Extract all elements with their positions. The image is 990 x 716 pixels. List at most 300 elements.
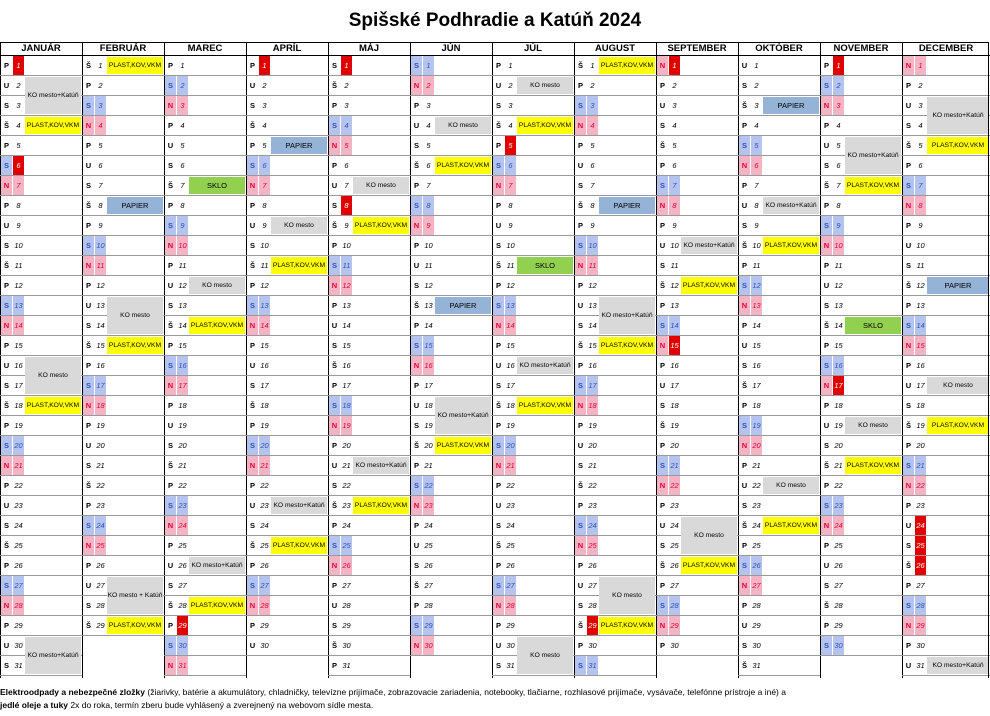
weekday-letter: U <box>659 101 666 110</box>
waste-collection-label: KO mesto <box>271 217 327 234</box>
day-number: 10 <box>670 241 679 250</box>
day-number: 8 <box>262 201 267 210</box>
waste-collection-label: SKLO <box>517 257 573 274</box>
weekday-letter: N <box>657 56 668 75</box>
day-number: 18 <box>14 401 23 410</box>
day-number: 17 <box>260 381 269 390</box>
day-number: 14 <box>505 316 516 335</box>
day-number: 28 <box>505 596 516 615</box>
waste-collection-label: KO mesto <box>517 637 573 674</box>
weekday-letter: Š <box>823 601 829 610</box>
waste-collection-label: PLAST,KOV,VKM <box>107 337 163 354</box>
day-number: 12 <box>834 281 843 290</box>
weekday-letter: U <box>167 421 174 430</box>
day-number: 24 <box>342 521 351 530</box>
weekday-letter: N <box>575 256 586 275</box>
weekday-letter: U <box>249 81 256 90</box>
weekday-letter: S <box>1 156 12 175</box>
day-number: 19 <box>260 421 269 430</box>
day-number: 23 <box>260 501 269 510</box>
weekday-letter: S <box>659 541 665 550</box>
weekday-letter: N <box>411 496 422 515</box>
day-number: 3 <box>95 96 106 115</box>
weekday-letter: S <box>413 281 419 290</box>
day-number: 19 <box>588 421 597 430</box>
weekday-letter: P <box>249 281 255 290</box>
weekday-letter: P <box>331 301 337 310</box>
weekday-letter: U <box>413 261 420 270</box>
weekday-letter: S <box>165 356 176 375</box>
weekday-letter: U <box>167 561 174 570</box>
waste-collection-label: PLAST,KOV,VKM <box>845 177 901 194</box>
day-number: 11 <box>916 261 925 270</box>
day-number: 16 <box>752 361 761 370</box>
weekday-letter: Š <box>905 141 911 150</box>
weekday-letter: S <box>247 436 258 455</box>
weekday-letter: P <box>577 501 583 510</box>
weekday-letter: S <box>575 516 586 535</box>
waste-collection-label: KO mesto <box>435 117 491 134</box>
day-number: 15 <box>178 341 187 350</box>
weekday-letter: U <box>3 641 10 650</box>
waste-collection-label: KO mesto+Katúň <box>927 657 989 674</box>
waste-collection-label: KO mesto <box>107 297 163 334</box>
day-number: 18 <box>834 401 843 410</box>
weekday-letter: P <box>495 341 501 350</box>
day-number: 30 <box>506 641 515 650</box>
day-number: 17 <box>506 381 515 390</box>
day-number: 18 <box>670 401 679 410</box>
day-number: 21 <box>834 461 843 470</box>
day-number: 25 <box>670 541 679 550</box>
weekday-letter: P <box>659 501 665 510</box>
weekday-letter: Š <box>331 641 337 650</box>
weekday-letter: Š <box>249 541 255 550</box>
day-number: 12 <box>14 281 23 290</box>
day-number: 6 <box>344 161 349 170</box>
day-number: 19 <box>14 421 23 430</box>
weekday-letter: P <box>495 481 501 490</box>
day-number: 25 <box>424 541 433 550</box>
day-number: 2 <box>918 81 923 90</box>
day-number: 14 <box>342 321 351 330</box>
day-number: 3 <box>754 101 759 110</box>
weekday-letter: U <box>659 241 666 250</box>
day-number: 1 <box>590 61 595 70</box>
day-number: 16 <box>342 361 351 370</box>
day-number: 7 <box>98 181 103 190</box>
weekday-letter: S <box>165 636 176 655</box>
waste-collection-label: PLAST,KOV,VKM <box>25 397 81 414</box>
day-number: 2 <box>16 81 21 90</box>
day-number: 1 <box>915 56 926 75</box>
day-number: 9 <box>590 221 595 230</box>
weekday-letter: P <box>413 461 419 470</box>
day-number: 26 <box>424 561 433 570</box>
weekday-letter: Š <box>741 661 747 670</box>
day-number: 9 <box>262 221 267 230</box>
day-number: 29 <box>14 621 23 630</box>
weekday-letter: U <box>823 561 830 570</box>
day-number: 29 <box>96 621 105 630</box>
day-number: 8 <box>180 201 185 210</box>
day-number: 17 <box>833 376 844 395</box>
weekday-letter: P <box>577 561 583 570</box>
weekday-letter: U <box>167 281 174 290</box>
day-number: 25 <box>587 536 598 555</box>
day-number: 10 <box>506 241 515 250</box>
weekday-letter: Š <box>85 61 91 70</box>
weekday-letter: P <box>577 141 583 150</box>
day-number: 30 <box>833 636 844 655</box>
day-number: 19 <box>834 421 843 430</box>
weekday-letter: N <box>411 76 422 95</box>
weekday-letter: Š <box>413 301 419 310</box>
waste-collection-label: KO mesto + Katúň <box>107 577 163 614</box>
weekday-letter: U <box>3 81 10 90</box>
day-number: 12 <box>751 276 762 295</box>
day-number: 7 <box>669 176 680 195</box>
day-number: 28 <box>259 596 270 615</box>
weekday-letter: Š <box>249 261 255 270</box>
weekday-letter: U <box>85 581 92 590</box>
day-number: 17 <box>587 376 598 395</box>
weekday-letter: P <box>659 81 665 90</box>
weekday-letter: U <box>905 381 912 390</box>
day-number: 25 <box>915 536 926 555</box>
waste-collection-label: PLAST,KOV,VKM <box>927 137 989 154</box>
weekday-letter: P <box>167 121 173 130</box>
day-number: 2 <box>423 76 434 95</box>
day-number: 12 <box>588 281 597 290</box>
weekday-letter: P <box>331 441 337 450</box>
weekday-letter: S <box>3 521 9 530</box>
day-number: 3 <box>426 101 431 110</box>
day-number: 24 <box>587 516 598 535</box>
weekday-letter: P <box>249 421 255 430</box>
day-number: 14 <box>424 321 433 330</box>
weekday-letter: S <box>657 596 668 615</box>
day-number: 12 <box>341 276 352 295</box>
day-number: 29 <box>752 621 761 630</box>
day-number: 26 <box>96 561 105 570</box>
day-number: 1 <box>754 61 759 70</box>
day-number: 23 <box>423 496 434 515</box>
weekday-letter: S <box>249 381 255 390</box>
weekday-letter: Š <box>331 221 337 230</box>
weekday-letter: Š <box>577 621 583 630</box>
weekday-letter: P <box>823 201 829 210</box>
weekday-letter: P <box>659 161 665 170</box>
day-number: 11 <box>752 261 761 270</box>
weekday-letter: Š <box>249 121 255 130</box>
day-number: 22 <box>506 481 515 490</box>
day-number: 15 <box>96 341 105 350</box>
weekday-letter: S <box>3 381 9 390</box>
day-number: 31 <box>342 661 351 670</box>
day-number: 30 <box>260 641 269 650</box>
weekday-letter: U <box>331 321 338 330</box>
weekday-letter: Š <box>577 61 583 70</box>
day-number: 2 <box>672 81 677 90</box>
day-number: 26 <box>14 561 23 570</box>
weekday-letter: S <box>85 461 91 470</box>
day-number: 18 <box>95 396 106 415</box>
weekday-letter: P <box>413 521 419 530</box>
weekday-letter: S <box>575 376 586 395</box>
weekday-letter: S <box>577 601 583 610</box>
waste-collection-label: PLAST,KOV,VKM <box>763 517 819 534</box>
waste-collection-label: PLAST,KOV,VKM <box>189 597 245 614</box>
weekday-letter: P <box>741 401 747 410</box>
day-number: 29 <box>423 616 434 635</box>
weekday-letter: U <box>331 461 338 470</box>
day-number: 23 <box>506 501 515 510</box>
weekday-letter: S <box>331 621 337 630</box>
weekday-letter: P <box>331 381 337 390</box>
weekday-letter: P <box>3 621 9 630</box>
day-number: 13 <box>588 301 597 310</box>
weekday-letter: S <box>411 336 422 355</box>
waste-collection-label: KO mesto+Katúň <box>517 357 573 374</box>
day-number: 15 <box>588 341 597 350</box>
day-number: 24 <box>833 516 844 535</box>
weekday-letter: P <box>413 601 419 610</box>
weekday-letter: P <box>3 421 9 430</box>
weekday-letter: P <box>413 321 419 330</box>
waste-collection-label: KO mesto <box>845 417 901 434</box>
day-number: 17 <box>95 376 106 395</box>
day-number: 18 <box>752 401 761 410</box>
weekday-letter: S <box>575 656 586 675</box>
weekday-letter: N <box>1 316 12 335</box>
weekday-letter: N <box>739 576 750 595</box>
day-number: 10 <box>424 241 433 250</box>
day-number: 13 <box>96 301 105 310</box>
weekday-letter: S <box>3 661 9 670</box>
day-number: 6 <box>590 161 595 170</box>
weekday-letter: N <box>329 136 340 155</box>
day-number: 22 <box>342 481 351 490</box>
weekday-letter: Š <box>413 161 419 170</box>
weekday-letter: P <box>85 561 91 570</box>
day-number: 26 <box>506 561 515 570</box>
weekday-letter: Š <box>495 541 501 550</box>
day-number: 17 <box>177 376 188 395</box>
weekday-letter: P <box>85 281 91 290</box>
weekday-letter: P <box>741 261 747 270</box>
weekday-letter: S <box>247 296 258 315</box>
weekday-letter: N <box>165 236 176 255</box>
weekday-letter: P <box>413 241 419 250</box>
weekday-letter: U <box>413 121 420 130</box>
weekday-letter: P <box>413 381 419 390</box>
waste-collection-label: KO mesto+Katúň <box>599 297 655 334</box>
weekday-letter: N <box>657 336 668 355</box>
day-number: 9 <box>833 216 844 235</box>
day-number: 30 <box>916 641 925 650</box>
day-number: 27 <box>424 581 433 590</box>
weekday-letter: S <box>1 576 12 595</box>
weekday-letter: S <box>413 561 419 570</box>
weekday-letter: Š <box>249 401 255 410</box>
weekday-letter: N <box>903 196 914 215</box>
day-number: 30 <box>423 636 434 655</box>
day-number: 6 <box>505 156 516 175</box>
day-number: 2 <box>590 81 595 90</box>
weekday-letter: S <box>741 81 747 90</box>
day-number: 17 <box>916 381 925 390</box>
weekday-letter: N <box>329 556 340 575</box>
weekday-letter: U <box>659 521 666 530</box>
weekday-letter: N <box>493 596 504 615</box>
day-number: 2 <box>508 81 513 90</box>
weekday-letter: S <box>1 436 12 455</box>
weekday-letter: S <box>739 136 750 155</box>
weekday-letter: Š <box>331 501 337 510</box>
weekday-letter: Š <box>741 381 747 390</box>
weekday-letter: N <box>657 476 668 495</box>
weekday-letter: P <box>167 61 173 70</box>
weekday-letter: U <box>249 221 256 230</box>
day-number: 18 <box>341 396 352 415</box>
weekday-letter: N <box>575 396 586 415</box>
day-number: 28 <box>915 596 926 615</box>
weekday-letter: P <box>495 281 501 290</box>
day-number: 11 <box>587 256 598 275</box>
day-number: 8 <box>508 201 513 210</box>
day-number: 17 <box>14 381 23 390</box>
weekday-letter: P <box>823 621 829 630</box>
weekday-letter: N <box>575 116 586 135</box>
day-number: 13 <box>424 301 433 310</box>
day-number: 24 <box>95 516 106 535</box>
day-number: 20 <box>342 441 351 450</box>
day-number: 21 <box>13 456 24 475</box>
weekday-letter: Š <box>577 201 583 210</box>
day-number: 6 <box>751 156 762 175</box>
weekday-letter: P <box>167 201 173 210</box>
day-number: 6 <box>13 156 24 175</box>
weekday-letter: P <box>823 261 829 270</box>
waste-collection-label: PLAST,KOV,VKM <box>763 237 819 254</box>
day-number: 27 <box>13 576 24 595</box>
day-number: 25 <box>341 536 352 555</box>
day-number: 20 <box>588 441 597 450</box>
day-number: 27 <box>96 581 105 590</box>
weekday-letter: P <box>495 421 501 430</box>
day-number: 4 <box>426 121 431 130</box>
weekday-letter: Š <box>495 401 501 410</box>
day-number: 25 <box>260 541 269 550</box>
weekday-letter: S <box>739 416 750 435</box>
day-number: 3 <box>587 96 598 115</box>
weekday-letter: S <box>823 301 829 310</box>
day-number: 21 <box>259 456 270 475</box>
weekday-letter: P <box>3 61 9 70</box>
weekday-letter: N <box>903 616 914 635</box>
weekday-letter: Š <box>905 561 911 570</box>
day-number: 13 <box>259 296 270 315</box>
day-number: 30 <box>588 641 597 650</box>
weekday-letter: S <box>659 401 665 410</box>
weekday-letter: S <box>413 421 419 430</box>
weekday-letter: P <box>249 141 255 150</box>
day-number: 7 <box>259 176 270 195</box>
day-number: 20 <box>13 436 24 455</box>
day-number: 9 <box>918 221 923 230</box>
day-number: 26 <box>915 556 926 575</box>
day-number: 1 <box>180 61 185 70</box>
day-number: 5 <box>180 141 185 150</box>
weekday-letter: U <box>905 101 912 110</box>
weekday-letter: S <box>83 516 94 535</box>
month-header: DECEMBER <box>902 42 990 56</box>
weekday-letter: S <box>821 496 832 515</box>
weekday-letter: P <box>413 181 419 190</box>
weekday-letter: U <box>3 501 10 510</box>
weekday-letter: S <box>575 236 586 255</box>
day-number: 13 <box>13 296 24 315</box>
weekday-letter: P <box>3 201 9 210</box>
month-header: MAREC <box>164 42 246 56</box>
weekday-letter: S <box>165 496 176 515</box>
weekday-letter: P <box>741 121 747 130</box>
weekday-letter: N <box>165 516 176 535</box>
weekday-letter: N <box>821 376 832 395</box>
weekday-letter: P <box>905 581 911 590</box>
day-number: 7 <box>180 181 185 190</box>
weekday-letter: Š <box>3 261 9 270</box>
weekday-letter: S <box>495 521 501 530</box>
weekday-letter: Š <box>659 421 665 430</box>
day-number: 5 <box>590 141 595 150</box>
waste-collection-label: PAPIER <box>763 97 819 114</box>
weekday-letter: U <box>167 141 174 150</box>
day-number: 10 <box>587 236 598 255</box>
waste-collection-label: KO mesto <box>763 477 819 494</box>
weekday-letter: P <box>905 441 911 450</box>
weekday-letter: Š <box>741 241 747 250</box>
day-number: 8 <box>16 201 21 210</box>
waste-collection-label: PLAST,KOV,VKM <box>271 257 327 274</box>
day-number: 17 <box>342 381 351 390</box>
weekday-letter: Š <box>741 101 747 110</box>
day-number: 21 <box>178 461 187 470</box>
day-number: 14 <box>834 321 843 330</box>
day-number: 22 <box>588 481 597 490</box>
weekday-letter: P <box>331 661 337 670</box>
weekday-letter: S <box>247 576 258 595</box>
day-number: 9 <box>16 221 21 230</box>
weekday-letter: S <box>3 241 9 250</box>
weekday-letter: P <box>741 461 747 470</box>
day-number: 21 <box>96 461 105 470</box>
day-number: 18 <box>424 401 433 410</box>
day-number: 2 <box>177 76 188 95</box>
day-number: 23 <box>177 496 188 515</box>
day-number: 7 <box>344 181 349 190</box>
weekday-letter: P <box>85 501 91 510</box>
weekday-letter: P <box>905 81 911 90</box>
weekday-letter: P <box>85 221 91 230</box>
day-number: 14 <box>259 316 270 335</box>
waste-collection-label: PAPIER <box>927 277 989 294</box>
day-number: 8 <box>590 201 595 210</box>
waste-collection-label: PAPIER <box>107 197 163 214</box>
waste-collection-label: KO mesto+Katúň <box>25 77 81 114</box>
day-number: 6 <box>672 161 677 170</box>
